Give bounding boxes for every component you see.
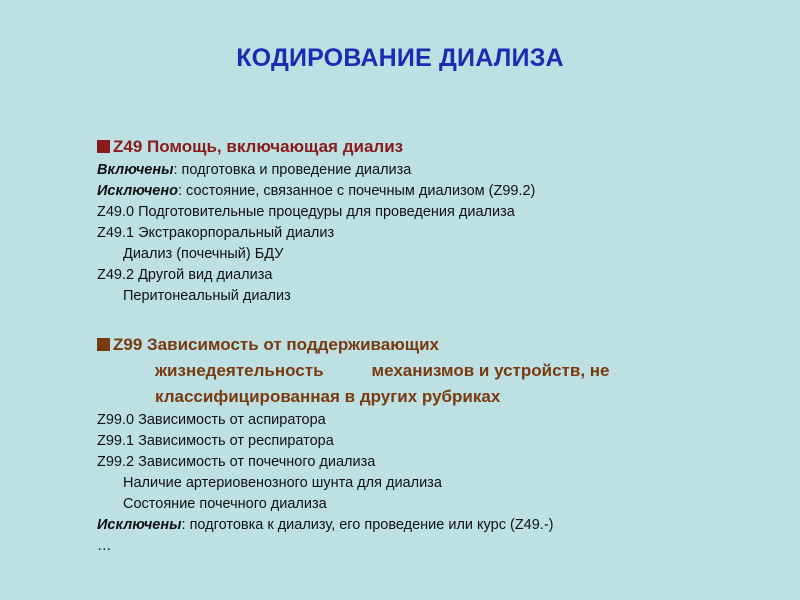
z49-included [97, 160, 777, 181]
z49-included-label: Включены [97, 162, 174, 178]
list-item: Z49.0 Подготовительные процедуры для проведения диализа [97, 204, 515, 220]
z99-heading-line1 [97, 332, 777, 358]
z99-excluded [97, 515, 777, 536]
z99-heading-line2a: жизнедеятельность [155, 361, 324, 380]
z49-included-text: : подготовка и проведение диализа [173, 162, 412, 178]
list-item: Z49.1 Экстракорпоральный диализ [97, 225, 335, 241]
page-title: КОДИРОВАНИЕ ДИАЛИЗА [236, 44, 564, 72]
list-item: Наличие артериовенозного шунта для диализа [123, 475, 442, 491]
z49-excluded-label: Исключено [97, 183, 178, 199]
list-item: Состояние почечного диализа [123, 496, 327, 512]
section-gap [97, 307, 777, 332]
square-bullet-icon [97, 140, 110, 153]
z99-excluded-label: Исключены [97, 517, 182, 533]
list-item: Перитонеальный диализ [123, 288, 291, 304]
list-item: Z99.2 Зависимость от почечного диализа [97, 454, 376, 470]
content-body [97, 134, 777, 557]
z49-heading [97, 134, 777, 160]
z49-excluded-text: : состояние, связанное с почечным диализом (Z99.2) [177, 183, 536, 199]
z99-heading-line2 [97, 358, 777, 384]
z99-heading-line3: классифицированная в других рубриках [155, 387, 501, 406]
list-item: Z49.2 Другой вид диализа [97, 267, 273, 283]
list-item: Диализ (почечный) БДУ [123, 246, 284, 262]
list-item: Z99.1 Зависимость от респиратора [97, 433, 334, 449]
z99-heading [97, 332, 777, 410]
z99-excluded-text: : подготовка к диализу, его проведение или курс (Z49.-) [181, 517, 554, 533]
z49-excluded [97, 181, 777, 202]
z99-heading-line2b: механизмов и устройств, не [371, 361, 610, 380]
z99-heading-line1-text: Z99 Зависимость от поддерживающих [113, 335, 439, 354]
ellipsis: … [97, 538, 112, 554]
z49-heading-text: Z49 Помощь, включающая диализ [113, 137, 404, 156]
list-item: Z99.0 Зависимость от аспиратора [97, 412, 326, 428]
square-bullet-icon [97, 338, 110, 351]
